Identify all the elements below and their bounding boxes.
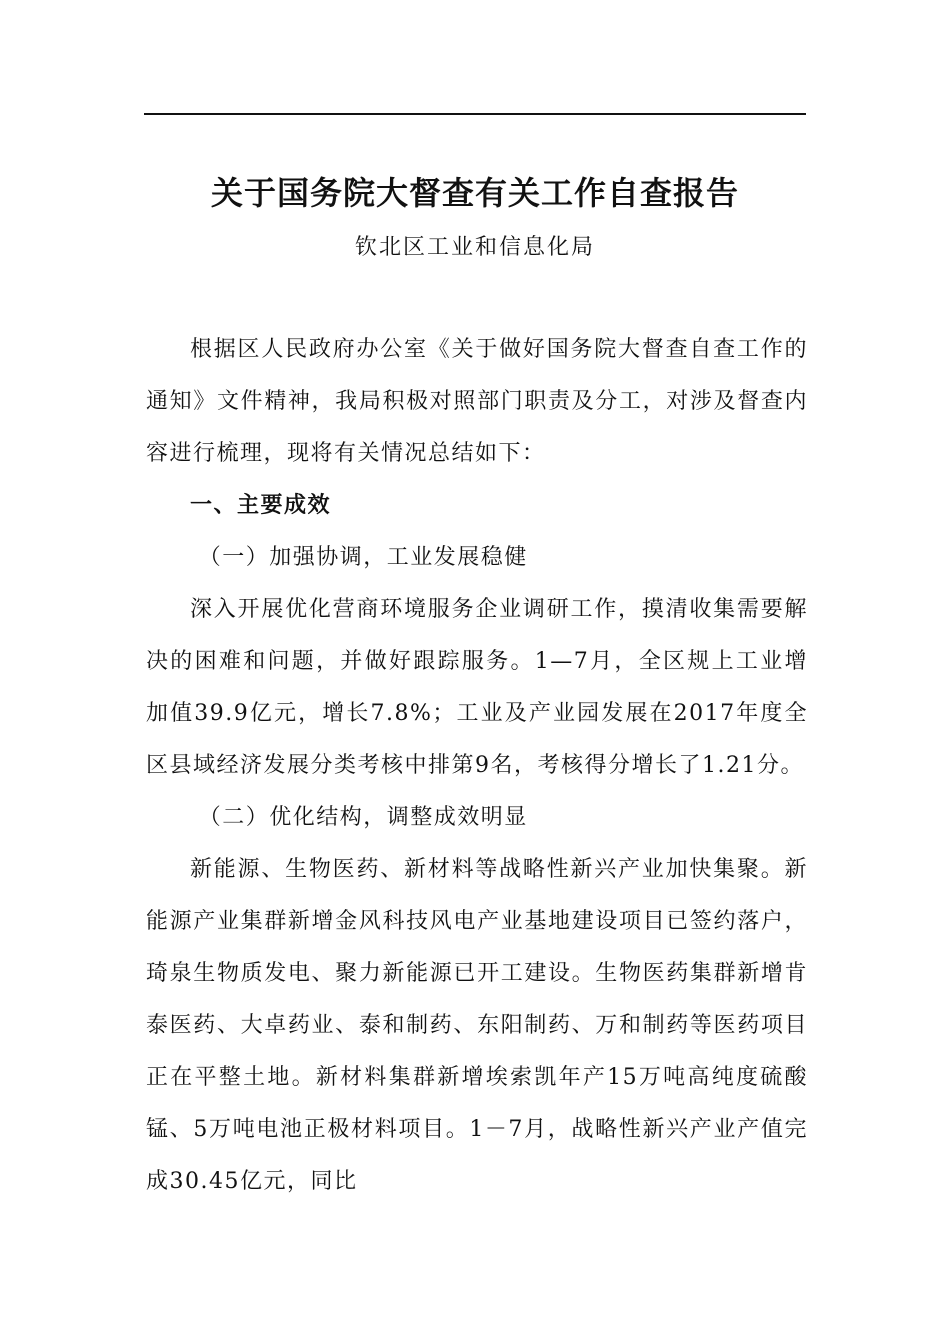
header-rule (144, 113, 806, 115)
section-heading: 一、主要成效 (190, 493, 332, 518)
subsection-heading: （二）优化结构，调整成效明显 (198, 805, 528, 830)
intro-paragraph: 根据区人民政府办公室《关于做好国务院大督查自查工作的通知》文件精神，我局积极对照部门职责及分工，对涉及督查内容进行梳理，现将有关情况总结如下： (146, 337, 808, 466)
subsection-heading: （一）加强协调，工业发展稳健 (198, 545, 528, 570)
body-paragraph: 深入开展优化营商环境服务企业调研工作，摸清收集需要解决的困难和问题，并做好跟踪服务。1—7月，全区规上工业增加值39.9亿元，增长7.8%；工业及产业园发展在2017年度全区县域经济发展分类考核中排第9名，考核得分增长了1.21分。 (146, 597, 808, 778)
document-title: 关于国务院大督查有关工作自查报告 (210, 174, 739, 212)
body-paragraph: 新能源、生物医药、新材料等战略性新兴产业加快集聚。新能源产业集群新增金风科技风电产业基地建设项目已签约落户，琦泉生物质发电、聚力新能源已开工建设。生物医药集群新增肯泰医药、大卓药业、泰和制药、东阳制药、万和制药等医药项目正在平整土地。新材料集群新增埃索凯年产15万吨高纯度硫酸锰、5万吨电池正极材料项目。1－7月，战略性新兴产业产值完成30.45亿元，同比 (146, 857, 808, 1194)
document-author: 钦北区工业和信息化局 (354, 235, 595, 260)
document-body (146, 324, 808, 1208)
